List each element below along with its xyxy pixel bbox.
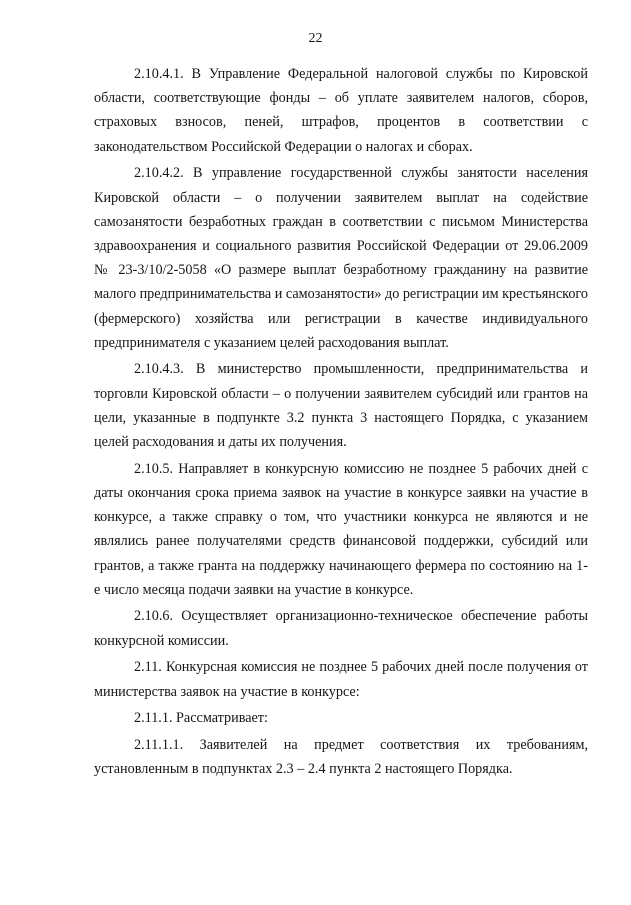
paragraph-2-11-1: 2.11.1. Рассматривает: [134,710,268,727]
paragraph-2-11: 2.11. Конкурсная комиссия не позднее 5 рабочих дней после получения от министерства заявок на участие в конкурсе: [94,659,588,700]
paragraph-2-10-4-1: 2.10.4.1. В Управление Федеральной налоговой службы по Кировской области, соответствующие фонды – об уплате заявителем налогов, сборов, страховых взносов, пеней, штрафов, процентов в соответствии с законодательством Российской Федерации о налогах и сборах. [94,66,588,155]
paragraph-2-10-5: 2.10.5. Направляет в конкурсную комиссию не позднее 5 рабочих дней с даты окончания срока приема заявок на участие в конкурсе заявки на участие в конкурсе, а также справку о том, что участники конкурса не являются и не являлись ранее получателями средств финансовой поддержки, субсидий или грантов, а также гранта на поддержку начинающего фермера по состоянию на 1-е число месяца подачи заявки на участие в конкурсе. [94,460,588,598]
paragraph-2-11-1-1: 2.11.1.1. Заявителей на предмет соответствия их требованиям, установленным в подпунктах 2.3 – 2.4 пункта 2 настоящего Порядка. [94,736,588,778]
paragraph-2-10-4-2: 2.10.4.2. В управление государственной службы занятости населения Кировской области – о получении заявителем выплат на содействие самозанятости безработных граждан в соответствии с письмом Министерства здравоохранения и социального развития Российской Федерации от 29.06.2009 № 23-3/10/2-5058 «О размере выплат безработному гражданину на развитие малого предпринимательства и самозанятости» до регистрации им крестьянского (фермерского) хозяйства или регистрации в качестве индивидуального предпринимателя с указанием целей расходования выплат. [94,165,588,351]
paragraph-2-10-4-3: 2.10.4.3. В министерство промышленности, предпринимательства и торговли Кировской области – о получении заявителем субсидий или грантов на цели, указанные в подпункте 3.2 пункта 3 настоящего Порядка, с указанием целей расходования и даты их получения. [94,361,588,451]
page-number: 22 [308,31,323,46]
document-body [94,62,588,781]
paragraph-2-10-6: 2.10.6. Осуществляет организационно-техническое обеспечение работы конкурсной комиссии. [94,608,588,649]
